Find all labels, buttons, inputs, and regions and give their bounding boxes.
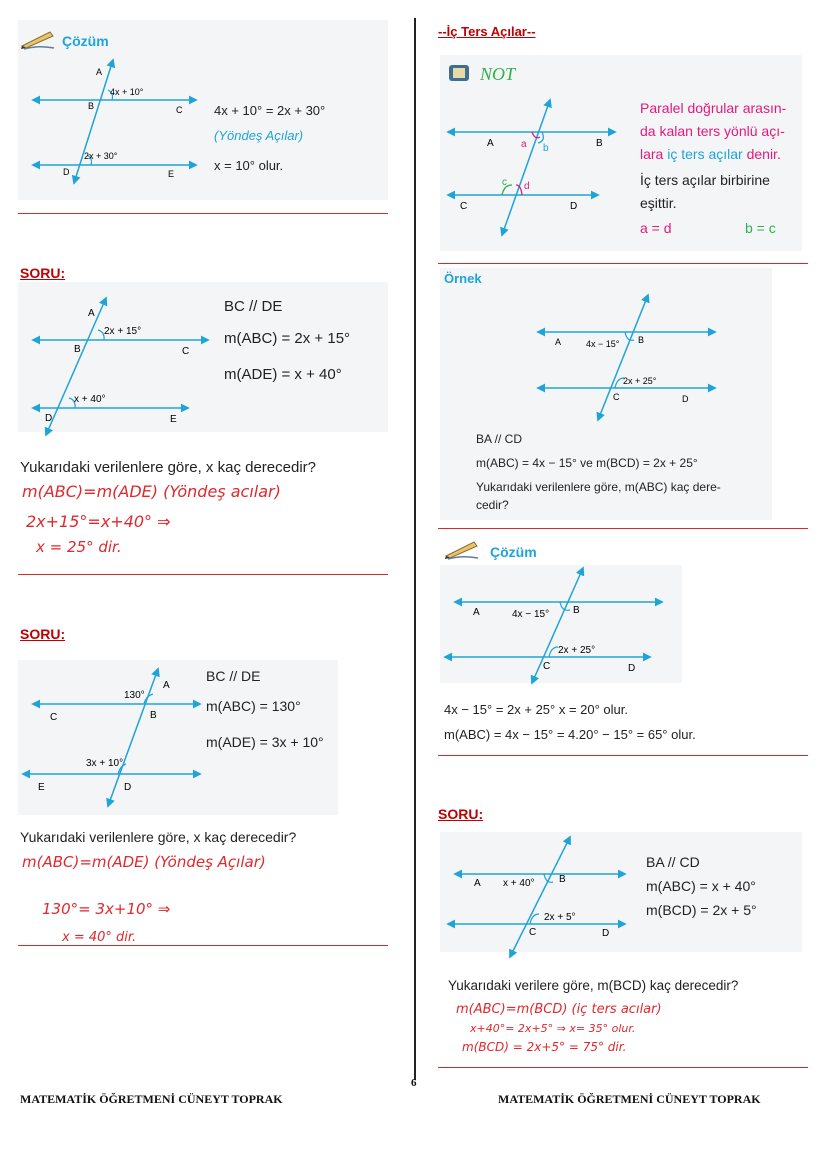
- ornek-question1: Yukarıdaki verilenlere göre, m(ABC) kaç dere-: [476, 480, 721, 494]
- not-text4: İç ters açılar birbirine: [640, 172, 770, 188]
- soru1-given2: m(ABC) = 2x + 15°: [224, 330, 351, 347]
- svg-text:B: B: [559, 874, 566, 885]
- not-figure: [440, 95, 620, 240]
- svg-text:A: A: [555, 337, 562, 347]
- soru2-hand2: 130°= 3x+10° ⇒: [42, 900, 171, 918]
- label-E: E: [168, 169, 175, 179]
- page-number: 6: [411, 1077, 417, 1089]
- ornek-title: Örnek: [444, 271, 482, 286]
- eq-ad: a = d: [640, 220, 672, 236]
- svg-text:a: a: [521, 139, 527, 150]
- svg-text:A: A: [487, 138, 494, 149]
- svg-text:E: E: [170, 414, 177, 425]
- svg-text:D: D: [628, 663, 636, 674]
- svg-text:2x + 5°: 2x + 5°: [544, 912, 576, 923]
- soru3-heading: SORU:: [438, 806, 484, 822]
- svg-text:130°: 130°: [124, 690, 145, 701]
- svg-text:B: B: [573, 605, 580, 616]
- cozum2-line2: m(ABC) = 4x − 15° = 4.20° − 15° = 65° olur.: [444, 727, 696, 742]
- divider: [18, 945, 388, 946]
- svg-text:b: b: [543, 143, 549, 154]
- svg-text:x + 40°: x + 40°: [503, 878, 535, 889]
- svg-text:2x + 25°: 2x + 25°: [623, 376, 657, 386]
- divider: [438, 1067, 808, 1068]
- svg-text:B: B: [74, 344, 81, 355]
- svg-text:4x − 15°: 4x − 15°: [586, 339, 620, 349]
- svg-text:C: C: [182, 346, 190, 357]
- svg-text:C: C: [613, 392, 620, 402]
- label-D: D: [63, 167, 70, 177]
- svg-text:B: B: [596, 138, 603, 149]
- soru1-heading: SORU:: [20, 265, 66, 281]
- divider: [18, 213, 388, 214]
- svg-text:x + 40°: x + 40°: [74, 394, 106, 405]
- not-text2: da kalan ters yönlü açı-: [640, 123, 785, 139]
- ornek-question2: cedir?: [476, 498, 509, 512]
- not-label: NOT: [480, 64, 516, 84]
- angle-bottom: 2x + 30°: [84, 151, 118, 161]
- footer-right: MATEMATİK ÖĞRETMENİ CÜNEYT TOPRAK: [498, 1092, 761, 1106]
- label-A: A: [96, 67, 103, 77]
- cozum1-result: x = 10° olur.: [214, 158, 284, 173]
- cozum1-eq: 4x + 10° = 2x + 30°: [214, 103, 326, 118]
- pencil-icon: [444, 538, 480, 560]
- soru2-given2: m(ABC) = 130°: [206, 698, 301, 714]
- cozum2-title: Çözüm: [490, 544, 537, 560]
- soru3-hand1: m(ABC)=m(BCD) (iç ters acılar): [456, 1002, 662, 1017]
- divider: [438, 528, 808, 529]
- label-C: C: [176, 105, 183, 115]
- not-text3: lara iç ters açılar denir.: [640, 146, 781, 162]
- not-text1: Paralel doğrular arasın-: [640, 100, 787, 116]
- svg-text:C: C: [460, 201, 468, 212]
- cozum1-title: Çözüm: [62, 33, 109, 49]
- angle-top: 4x + 10°: [110, 87, 144, 97]
- column-divider: [414, 18, 416, 1080]
- svg-text:C: C: [543, 661, 551, 672]
- ornek-given2: m(ABC) = 4x − 15° ve m(BCD) = 2x + 25°: [476, 456, 698, 470]
- ornek-given1: BA // CD: [476, 432, 523, 446]
- svg-text:C: C: [529, 927, 537, 938]
- divider: [438, 263, 808, 264]
- svg-text:A: A: [473, 607, 480, 618]
- svg-text:2x + 15°: 2x + 15°: [104, 326, 142, 337]
- soru3-question: Yukarıdaki verilere göre, m(BCD) kaç derecedir?: [448, 978, 739, 993]
- svg-text:D: D: [124, 782, 132, 793]
- ornek-figure: [520, 290, 730, 425]
- scroll-icon: [446, 62, 472, 84]
- cozum1-note: (Yöndeş Açılar): [214, 128, 304, 143]
- svg-text:D: D: [45, 413, 53, 424]
- soru3-given3: m(BCD) = 2x + 5°: [646, 902, 757, 918]
- svg-text:A: A: [88, 308, 95, 319]
- soru3-figure: [440, 832, 640, 962]
- cozum1-figure: [18, 55, 208, 185]
- cozum2-figure: [440, 565, 680, 685]
- divider: [18, 574, 388, 575]
- soru1-given3: m(ADE) = x + 40°: [224, 366, 342, 383]
- soru1-hand1: m(ABC)=m(ADE) (Yöndeş acılar): [22, 482, 281, 501]
- svg-text:4x − 15°: 4x − 15°: [512, 609, 550, 620]
- eq-bc: b = c: [745, 220, 776, 236]
- svg-text:A: A: [474, 878, 481, 889]
- soru3-given2: m(ABC) = x + 40°: [646, 878, 756, 894]
- soru1-question: Yukarıdaki verilenlere göre, x kaç derecedir?: [20, 459, 316, 476]
- svg-text:B: B: [150, 710, 157, 721]
- svg-text:A: A: [163, 680, 170, 691]
- not-text5: eşittir.: [640, 195, 677, 211]
- svg-text:3x + 10°: 3x + 10°: [86, 758, 124, 769]
- soru1-hand2: 2x+15°=x+40° ⇒: [26, 512, 171, 531]
- soru3-hand3: m(BCD) = 2x+5° = 75° dir.: [462, 1040, 627, 1054]
- svg-text:D: D: [570, 201, 578, 212]
- label-B: B: [88, 101, 95, 111]
- soru3-hand2: x+40°= 2x+5° ⇒ x= 35° olur.: [470, 1022, 636, 1035]
- soru2-hand3: x = 40° dir.: [62, 930, 137, 945]
- svg-text:B: B: [638, 335, 645, 345]
- svg-text:D: D: [602, 928, 610, 939]
- footer-left: MATEMATİK ÖĞRETMENİ CÜNEYT TOPRAK: [20, 1092, 283, 1106]
- soru2-hand1: m(ABC)=m(ADE) (Yöndeş Açılar): [22, 853, 266, 871]
- divider: [438, 755, 808, 756]
- pencil-icon: [20, 28, 56, 50]
- ic-ters-heading: --İç Ters Açılar--: [438, 24, 536, 39]
- svg-text:D: D: [682, 394, 689, 404]
- svg-text:C: C: [50, 712, 58, 723]
- cozum2-line1: 4x − 15° = 2x + 25° x = 20° olur.: [444, 702, 628, 717]
- svg-text:2x + 25°: 2x + 25°: [558, 645, 596, 656]
- soru3-given1: BA // CD: [646, 854, 700, 870]
- svg-text:d: d: [524, 181, 530, 192]
- svg-text:E: E: [38, 782, 45, 793]
- soru2-question: Yukarıdaki verilenlere göre, x kaç derecedir?: [20, 829, 297, 845]
- soru1-hand3: x = 25° dir.: [36, 538, 122, 556]
- svg-text:c: c: [502, 177, 507, 188]
- soru2-figure: [18, 664, 208, 814]
- soru2-heading: SORU:: [20, 626, 66, 642]
- soru2-given1: BC // DE: [206, 668, 261, 684]
- soru1-given1: BC // DE: [224, 298, 283, 315]
- soru1-figure: [18, 290, 218, 440]
- soru2-given3: m(ADE) = 3x + 10°: [206, 734, 324, 750]
